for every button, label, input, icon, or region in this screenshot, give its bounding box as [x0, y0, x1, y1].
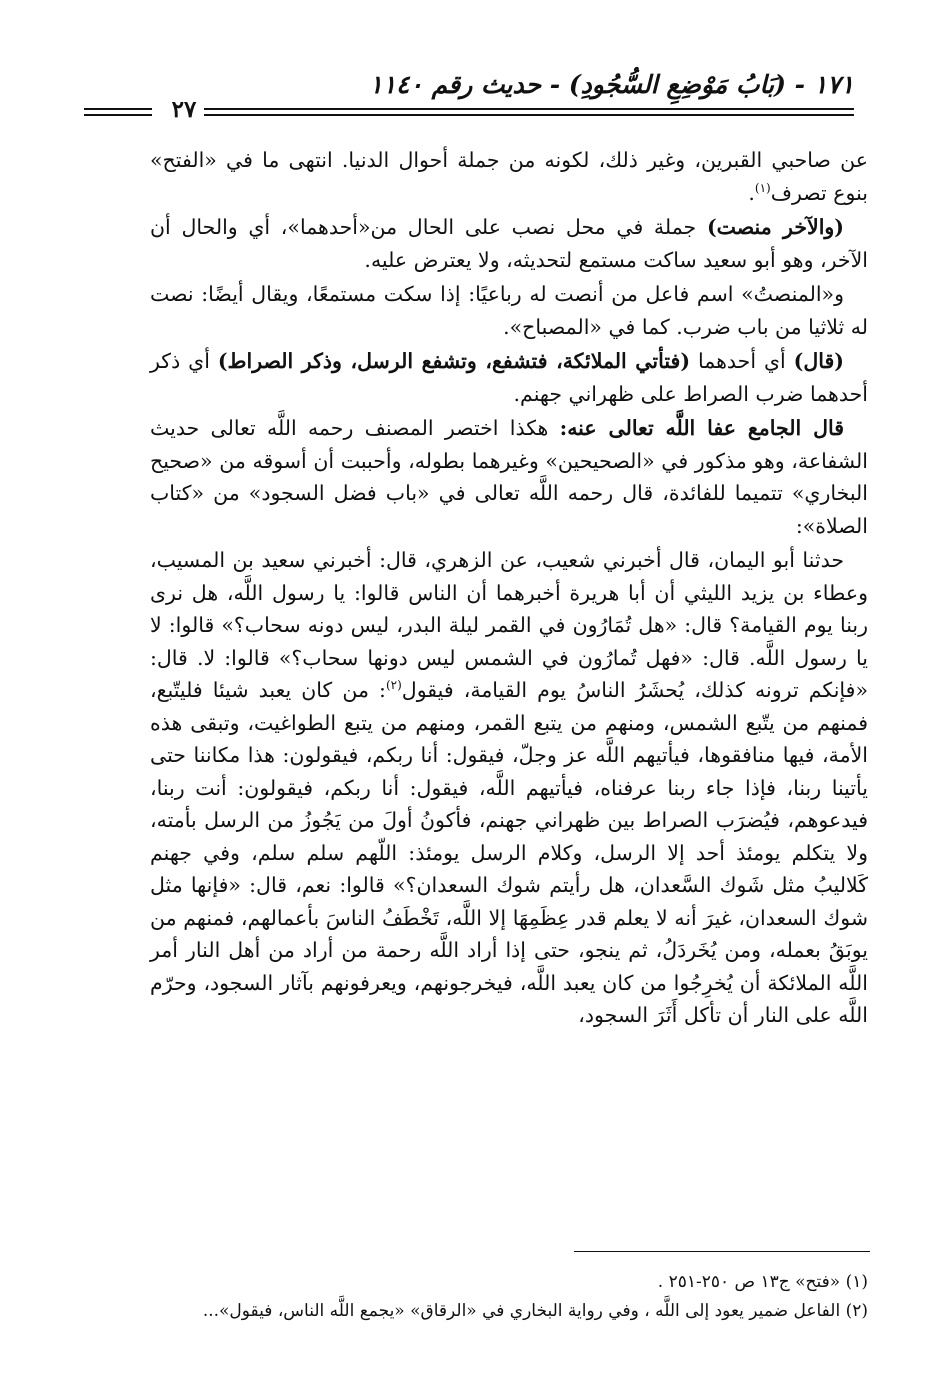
paragraph-5-text: هكذا اختصر المصنف رحمه اللَّه تعالى حديث الشفاعة، وهو مذكور في «الصحيحين» وغيرهما بطوله، وأحببت أن أسوقه من «صحيح البخاري» تتميما للفائدة، قال رحمه اللَّه تعالى في «باب فضل السجود» من «كتاب الصلاة»:	[150, 416, 868, 538]
header-rule-left	[84, 108, 152, 116]
footnotes	[82, 1268, 868, 1326]
paragraph-6-text-2: : من كان يعبد شيئا فليتّبع، فمنهم من يتّبع الشمس، ومنهم من يتبع القمر، ومنهم من يتبع الطواغيت، وتبقى هذه الأمة، فيها منافقوها، فيأتيهم اللَّه عز وجلّ، فيقول: أنا ربكم، فيقولون: هذا مكاننا حتى يأتينا ربنا، فإذا جاء ربنا عرفناه، فيأتيهم اللَّه، فيقول: أنا ربكم، فيقولون: أنت ربنا، فيدعوهم، فيُضرَب الصراط بين ظهراني جهنم، فأكونُ أولَ من يَجُوزُ من الرسل بأمته، ولا يتكلم يومئذ أحد إلا الرسل، وكلام الرسل يومئذ: اللّهم سلم سلم، وفي جهنم كَلاليبُ مثل شَوك السَّعدان، هل رأيتم شوك السعدان؟» قالوا: نعم، قال: «فإنها مثل شوك السعدان، غيرَ أنه لا يعلم قدر عِظَمِهَا إلا اللَّه، تَخْطَفُ الناسَ بأعمالهم، فمنهم من يوبَقُ بعمله، ومن يُخَردَلُ، ثم ينجو، حتى إذا أراد اللَّه رحمة من أراد من أهل النار أمر اللَّه الملائكة أن يُخرِجُوا من كان يعبد اللَّه، فيخرجونهم، ويعرفونهم بآثار السجود، وحرّم اللَّه على النار أن تأكل أَثَرَ السجود،	[150, 678, 868, 1027]
footnote-2: (٢) الفاعل ضمير يعود إلى اللَّه ، وفي رواية البخاري في «الرقاق» «يجمع اللَّه الناس، فيقول»...	[202, 1301, 868, 1321]
footnote-1: (١) «فتح» ج١٣ ص ٢٥٠-٢٥١ .	[657, 1272, 868, 1292]
paragraph-2-text: جملة في محل نصب على الحال من«أحدهما»، أي والحال أن الآخر، وهو أبو سعيد ساكت مستمع لتحديثه، ولا يعترض عليه.	[150, 215, 868, 272]
paragraph-1-end: .	[748, 180, 755, 205]
page-number: ٢٧	[171, 96, 197, 123]
paragraph-1	[150, 144, 868, 209]
page-header	[84, 58, 854, 138]
paragraph-5	[150, 412, 868, 542]
footnote-ref-2[interactable]: (٢)	[385, 678, 402, 693]
main-text	[150, 144, 868, 1034]
paragraph-6	[150, 544, 868, 1032]
paragraph-4-text-2: أي ذكر أحدهما ضرب الصراط على ظهراني جهنم.	[150, 349, 868, 406]
paragraph-5-bold: قال الجامع عفا اللَّه تعالى عنه:	[559, 416, 845, 440]
paragraph-4-text-1: أي أحدهما	[690, 349, 794, 373]
paragraph-4-bold-2: (فتأتي الملائكة، فتشفع، وتشفع الرسل، وذكر الصراط)	[217, 349, 691, 373]
paragraph-4	[150, 345, 868, 410]
header-rule-right	[204, 108, 854, 116]
paragraph-2-bold: (والآخر منصت)	[706, 215, 844, 239]
paragraph-6-text-1: حدثنا أبو اليمان، قال أخبرني شعيب، عن الزهري، قال: أخبرني سعيد بن المسيب، وعطاء بن يزيد الليثي أن أبا هريرة أخبرهما أن الناس قالوا: يا رسول اللَّه، هل نرى ربنا يوم القيامة؟ قال: «هل تُمَارُون في القمر ليلة البدر، ليس دونه سحاب؟» قالوا: لا يا رسول اللَّه. قال: «فهل تُمارُون في الشمس ليس دونها سحاب؟» قالوا: لا. قال: «فإنكم ترونه كذلك، يُحشَرُ الناسُ يوم القيامة، فيقول	[150, 548, 868, 702]
paragraph-3	[150, 278, 868, 343]
footnote-divider	[574, 1251, 870, 1252]
paragraph-4-bold-1: (قال)	[793, 349, 844, 373]
chapter-title: ١٧١ - (بَابُ مَوْضِعِ السُّجُودِ) - حديث رقم ١١٤٠	[369, 70, 854, 99]
paragraph-3-text: و«المنصتُ» اسم فاعل من أنصت له رباعيًا: إذا سكت مستمعًا، ويقال أيضًا: نصت له ثلاثيا من باب ضرب. كما في «المصباح».	[150, 282, 868, 339]
footnote-ref-1[interactable]: (١)	[754, 180, 771, 195]
paragraph-2	[150, 211, 868, 276]
paragraph-1-text: عن صاحبي القبرين، وغير ذلك، لكونه من جملة أحوال الدنيا. انتهى ما في «الفتح» بنوع تصرف	[150, 148, 868, 205]
